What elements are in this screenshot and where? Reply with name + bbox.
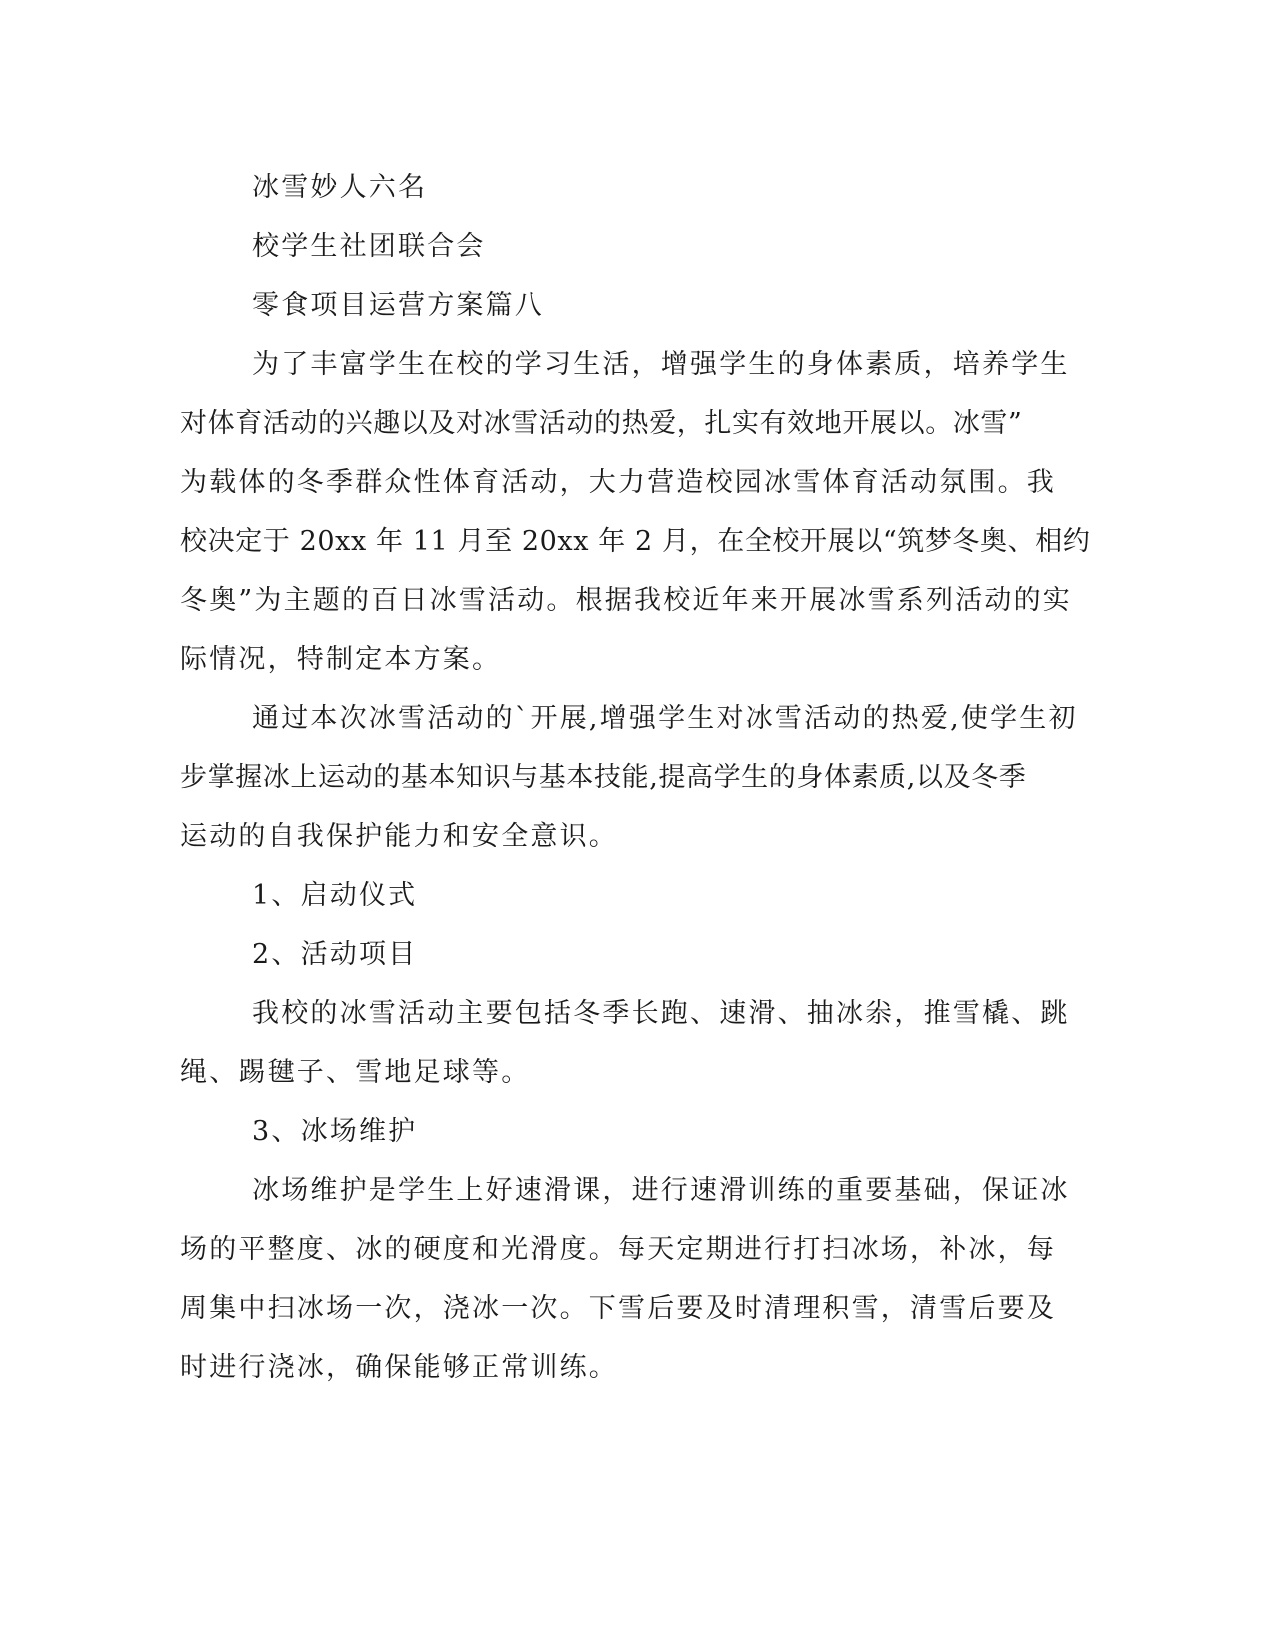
list-heading: 1、启动仪式	[252, 880, 418, 911]
paragraph-line: 场的平整度、冰的硬度和光滑度。每天定期进行打扫冰场，补冰，每	[180, 1234, 1056, 1265]
paragraph-line: 冬奥”为主题的百日冰雪活动。根据我校近年来开展冰雪系列活动的实	[180, 585, 1073, 616]
paragraph-line: 运动的自我保护能力和安全意识。	[180, 821, 618, 852]
signature-line: 校学生社团联合会	[252, 231, 486, 262]
list-heading: 2、活动项目	[252, 939, 418, 970]
paragraph-line: 为载体的冬季群众性体育活动，大力营造校园冰雪体育活动氛围。我	[180, 467, 1056, 498]
paragraph-line: 校决定于 20xx 年 11 月至 20xx 年 2 月，在全校开展以“筑梦冬奥、相约	[180, 526, 1091, 557]
paragraph-line: 时进行浇冰，确保能够正常训练。	[180, 1352, 618, 1383]
signature-line: 冰雪妙人六名	[252, 172, 428, 203]
paragraph-line: 为了丰富学生在校的学习生活，增强学生的身体素质，培养学生	[252, 349, 1070, 380]
paragraph-line: 冰场维护是学生上好速滑课，进行速滑训练的重要基础，保证冰	[252, 1175, 1070, 1206]
paragraph-line: 对体育活动的兴趣以及对冰雪活动的热爱，扎实有效地开展以。冰雪”	[180, 408, 1023, 439]
paragraph-line: 我校的冰雪活动主要包括冬季长跑、速滑、抽冰尜，推雪橇、跳	[252, 998, 1070, 1029]
paragraph-line: 绳、踢毽子、雪地足球等。	[180, 1057, 531, 1088]
list-heading: 3、冰场维护	[252, 1116, 418, 1147]
paragraph-line: 周集中扫冰场一次，浇冰一次。下雪后要及时清理积雪，清雪后要及	[180, 1293, 1056, 1324]
paragraph-line: 通过本次冰雪活动的`开展,增强学生对冰雪活动的热爱,使学生初	[252, 703, 1078, 734]
paragraph-line: 际情况，特制定本方案。	[180, 644, 502, 675]
section-title: 零食项目运营方案篇八	[252, 290, 544, 321]
paragraph-line: 步掌握冰上运动的基本知识与基本技能,提高学生的身体素质,以及冬季	[180, 762, 1027, 793]
document-body	[180, 158, 1091, 1397]
